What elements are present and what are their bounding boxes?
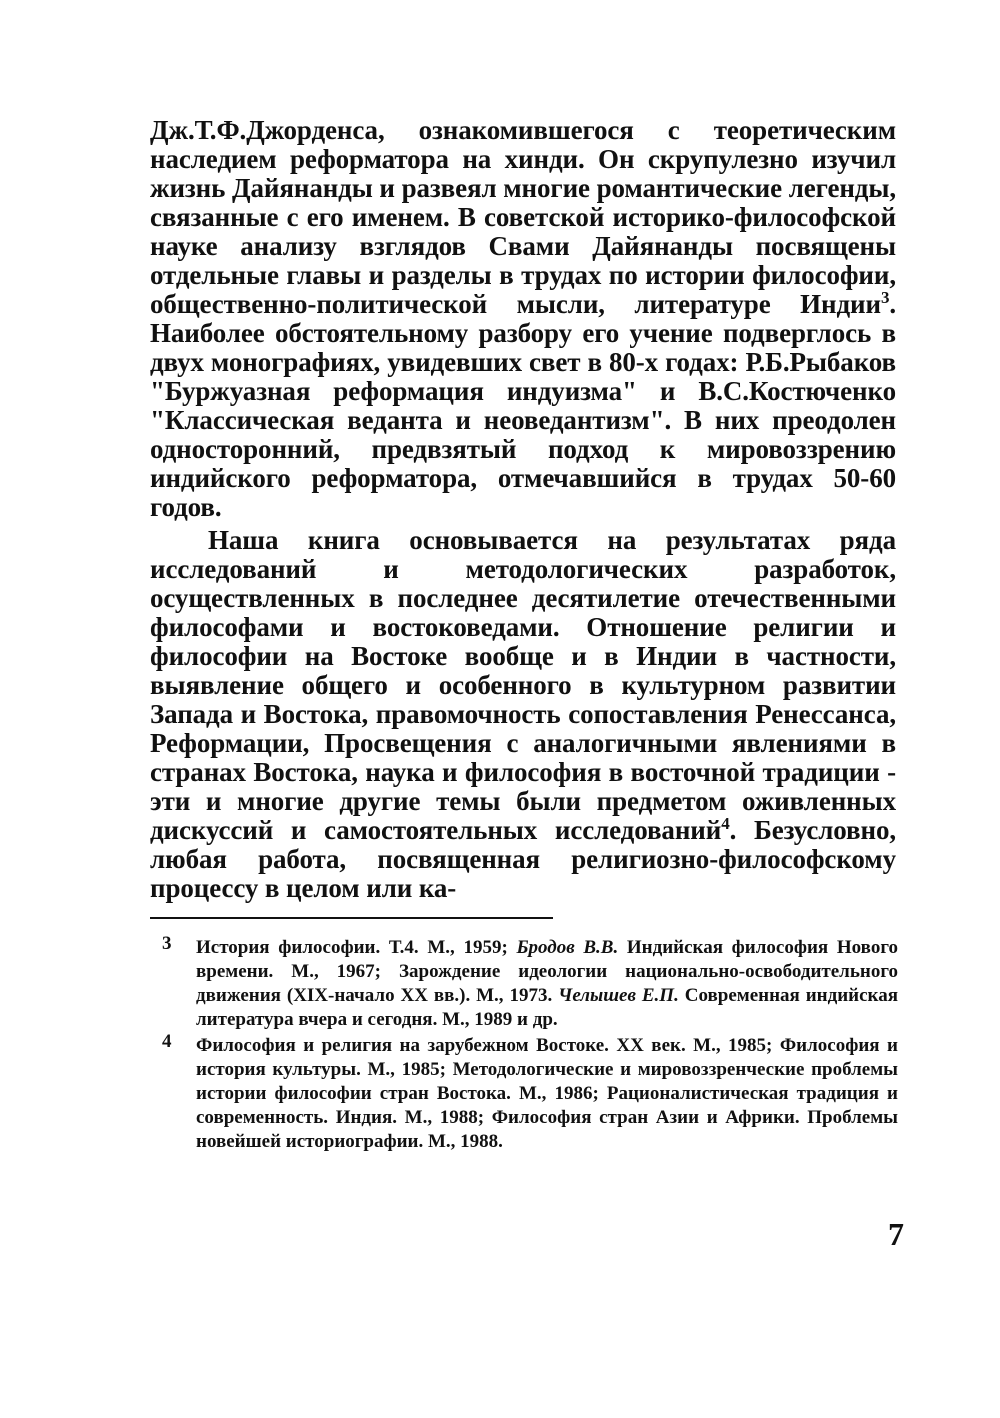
footnotes — [162, 933, 898, 1156]
paragraph-2-text-a: Наша книга основывается на результатах ряда исследований и методологических разработок, осуществленных в последнее десятилетие отечественными философами и востоковедами. Отношение религии и философии на Востоке вообще и в Индии в частности, выявление общего и особенного в культурном развитии Запада и Востока, правомочность сопоставления Ренессанса, Реформации, Просвещения с аналогичными явлениями в странах Востока, наука и философия в восточной традиции - эти и многие другие темы были предметом оживленных дискуссий и самостоятельных исследований — [150, 525, 896, 845]
paragraph-2 — [150, 526, 896, 903]
footnote-4 — [162, 1031, 898, 1154]
footnote-number: 3 — [162, 933, 172, 954]
footnote-ref-4: 4 — [721, 814, 730, 833]
footnote-3-text-a: История философии. Т.4. М., 1959; — [196, 937, 517, 958]
main-text — [150, 116, 896, 903]
footnote-author: Бродов В.В. — [516, 937, 619, 958]
footnote-3-text-b: Индийская философия Нового времени. М., 1967; Зарождение идеологии национально-освободительного движения (XIX-начало XX вв.). М., 1973. — [196, 937, 898, 1006]
paragraph-1-text-a: Дж.Т.Ф.Джорденса, ознакомившегося с теоретическим наследием реформатора на хинди. Он скрупулезно изучил жизнь Дайянанды и развеял многие романтические легенды, связанные с его именем. В советской историко-философской науке анализу взглядов Свами Дайянанды посвящены отдельные главы и разделы в трудах по истории философии, общественно-политической мысли, литературе Индии — [150, 115, 896, 319]
page-number: 7 — [888, 1216, 904, 1252]
footnote-number: 4 — [162, 1031, 172, 1052]
footnote-3 — [162, 933, 898, 1032]
footnote-text: Философия и религия на зарубежном Востоке. XX век. М., 1985; Философия и история культуры. М., 1985; Методологические и мировоззренческие проблемы истории философии стран Востока. М., 1986; Рационалистическая традиция и современность. Индия. М., 1988; Философия стран Азии и Африки. Проблемы новейшей историографии. М., 1988. — [196, 1035, 898, 1152]
paragraph-1 — [150, 116, 896, 522]
footnote-divider — [150, 917, 553, 919]
footnote-text — [196, 936, 898, 1032]
footnote-ref-3: 3 — [880, 288, 890, 307]
paragraph-1-text-b: . Наиболее обстоятельному разбору его учение подверглось в двух монографиях, увидевших свет в 80-х годах: Р.Б.Рыбаков "Буржуазная реформация индуизма" и В.С.Костюченко "Классическая веданта и неоведантизм". В них преодолен односторонний, предвзятый подход к мировоззрению индийского реформатора, отмечавшийся в трудах 50-60 годов. — [150, 289, 896, 522]
footnote-3-text-c: Современная индийская литература вчера и сегодня. М., 1989 и др. — [196, 985, 898, 1030]
footnote-author: Челышев Е.П. — [558, 985, 679, 1006]
paragraph-2-text-b: . Безусловно, любая работа, посвященная религиозно-философскому процессу в целом или ка- — [150, 815, 896, 903]
